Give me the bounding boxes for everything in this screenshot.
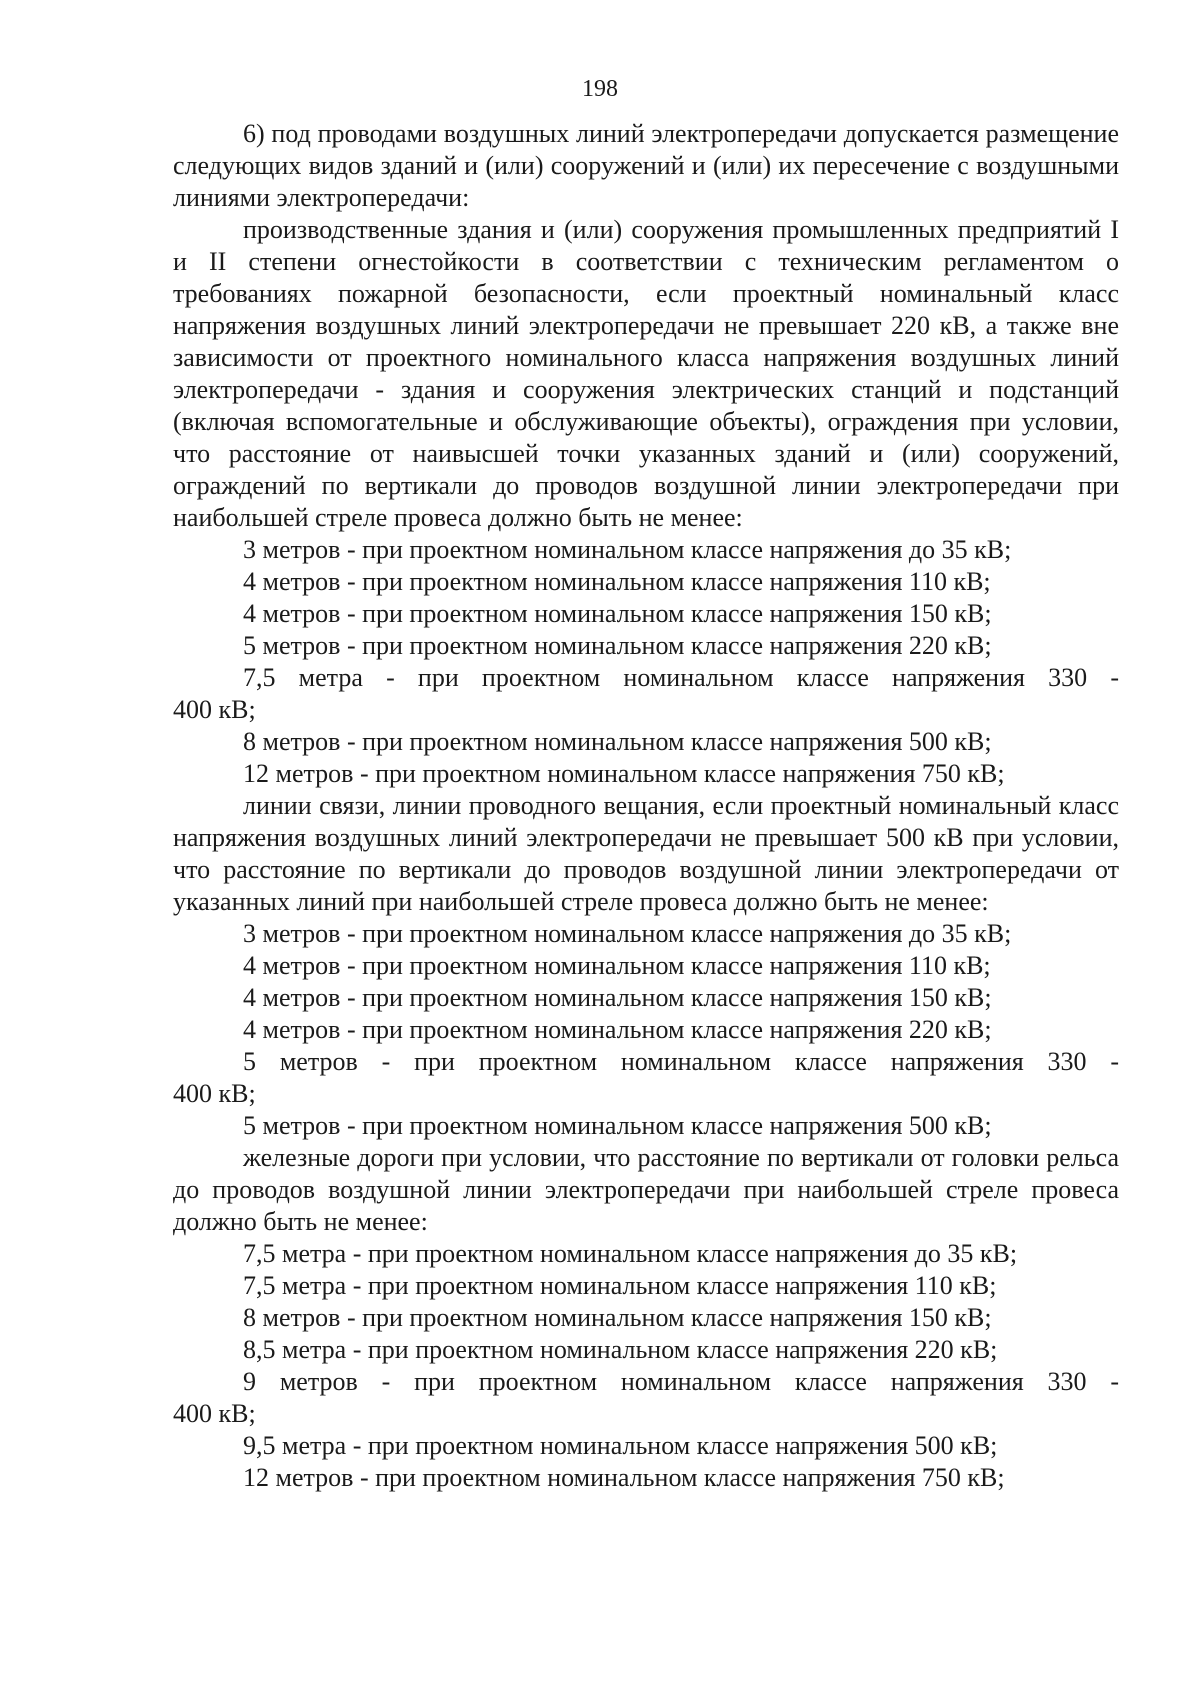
industrial-item: 12 метров - при проектном номинальном классе напряжения 750 кВ; <box>243 759 1005 788</box>
industrial-item: 5 метров - при проектном номинальном классе напряжения 220 кВ; <box>243 631 992 660</box>
intro-paragraph: 6) под проводами воздушных линий электропередачи допускается размещение следующих видов зданий и (или) сооружений и (или) их пересечение с воздушными линиями электропередачи: <box>173 119 1119 212</box>
industrial-item: 4 метров - при проектном номинальном классе напряжения 110 кВ; <box>243 567 991 596</box>
railways-item: 8,5 метра - при проектном номинальном классе напряжения 220 кВ; <box>243 1335 998 1364</box>
document-body <box>173 118 1119 1494</box>
railways-item: 8 метров - при проектном номинальном классе напряжения 150 кВ; <box>243 1303 992 1332</box>
industrial-item: 7,5 метра - при проектном номинальном классе напряжения 330 - <box>243 663 1119 692</box>
industrial-paragraph: производственные здания и (или) сооружения промышленных предприятий I и II степени огнестойкости в соответствии с техническим регламентом о требованиях пожарной безопасности, если проектный номинальный класс напряжения воздушных линий электропередачи не превышает 220 кВ, а также вне зависимости от проектного номинального класса напряжения воздушных линий электропередачи - здания и сооружения электрических станций и подстанций (включая вспомогательные и обслуживающие объекты), ограждения при условии, что расстояние от наивысшей точки указанных зданий и (или) сооружений, ограждений по вертикали до проводов воздушной линии электропередачи при наибольшей стреле провеса должно быть не менее: <box>173 215 1119 532</box>
communication-item: 4 метров - при проектном номинальном классе напряжения 220 кВ; <box>243 1015 992 1044</box>
railways-paragraph: железные дороги при условии, что расстояние по вертикали от головки рельса до проводов воздушной линии электропередачи при наибольшей стреле провеса должно быть не менее: <box>173 1143 1119 1236</box>
railways-item: 9 метров - при проектном номинальном классе напряжения 330 - <box>243 1367 1119 1396</box>
railways-item: 12 метров - при проектном номинальном классе напряжения 750 кВ; <box>243 1463 1005 1492</box>
communication-item: 3 метров - при проектном номинальном классе напряжения до 35 кВ; <box>243 919 1012 948</box>
railways-item: 9,5 метра - при проектном номинальном классе напряжения 500 кВ; <box>243 1431 998 1460</box>
communication-item: 5 метров - при проектном номинальном классе напряжения 330 - <box>243 1047 1119 1076</box>
communication-item: 4 метров - при проектном номинальном классе напряжения 110 кВ; <box>243 951 991 980</box>
communication-item-continuation: 400 кВ; <box>173 1079 256 1108</box>
industrial-item: 8 метров - при проектном номинальном классе напряжения 500 кВ; <box>243 727 992 756</box>
industrial-item: 3 метров - при проектном номинальном классе напряжения до 35 кВ; <box>243 535 1012 564</box>
communication-paragraph: линии связи, линии проводного вещания, если проектный номинальный класс напряжения воздушных линий электропередачи не превышает 500 кВ при условии, что расстояние по вертикали до проводов воздушной линии электропередачи от указанных линий при наибольшей стреле провеса должно быть не менее: <box>173 791 1119 916</box>
railways-item: 7,5 метра - при проектном номинальном классе напряжения до 35 кВ; <box>243 1239 1018 1268</box>
communication-item: 5 метров - при проектном номинальном классе напряжения 500 кВ; <box>243 1111 992 1140</box>
industrial-item-continuation: 400 кВ; <box>173 695 256 724</box>
page-number: 198 <box>582 76 618 102</box>
railways-item: 7,5 метра - при проектном номинальном классе напряжения 110 кВ; <box>243 1271 997 1300</box>
industrial-item: 4 метров - при проектном номинальном классе напряжения 150 кВ; <box>243 599 992 628</box>
communication-item: 4 метров - при проектном номинальном классе напряжения 150 кВ; <box>243 983 992 1012</box>
railways-item-continuation: 400 кВ; <box>173 1399 256 1428</box>
